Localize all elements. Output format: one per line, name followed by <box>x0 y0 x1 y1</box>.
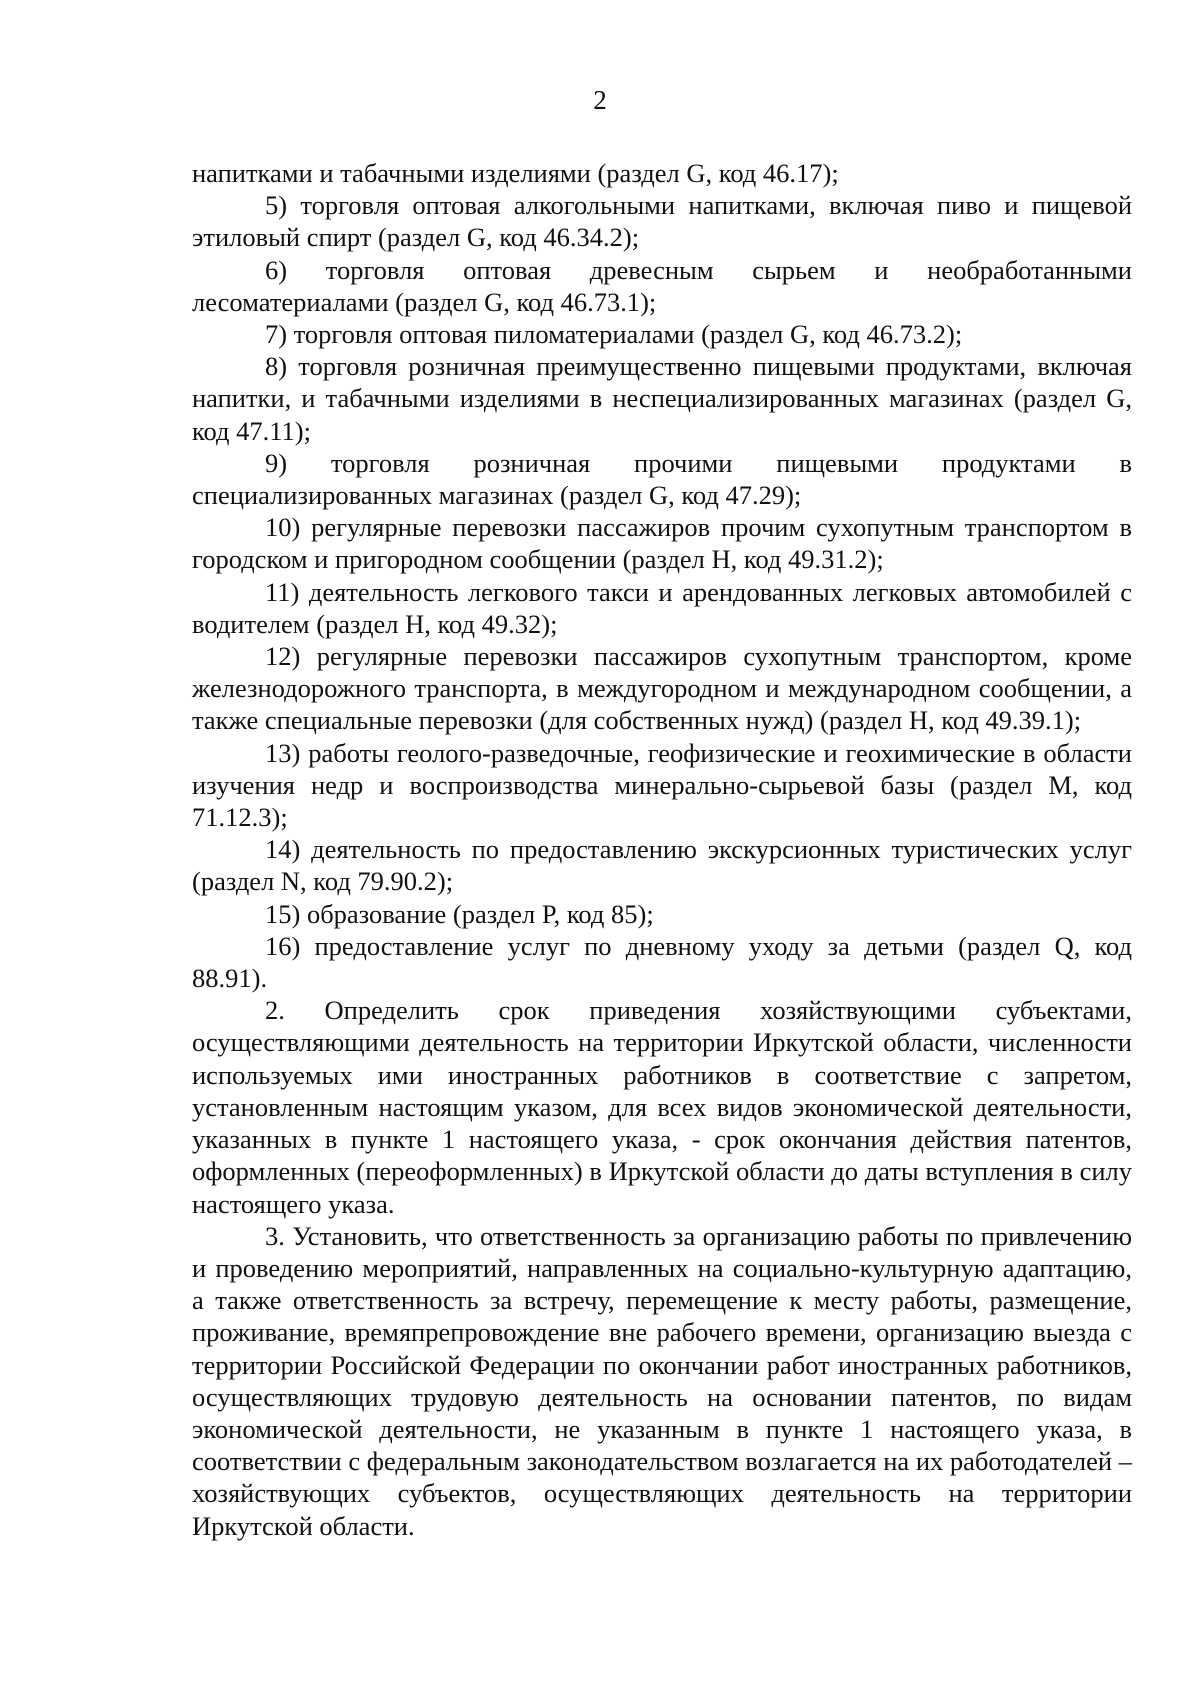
list-item-11: 11) деятельность легкового такси и арендованных легковых автомобилей с водителем (раздел H, код 49.32); <box>192 576 1132 639</box>
list-item-12: 12) регулярные перевозки пассажиров сухопутным транспортом, кроме железнодорожного транспорта, в междугородном и международном сообщении, а также специальные перевозки (для собственных нужд) (раздел H, код 49.39.1); <box>192 641 1132 736</box>
list-item-14: 14) деятельность по предоставлению экскурсионных туристических услуг (раздел N, код 79.90.2); <box>192 834 1132 897</box>
list-item-10: 10) регулярные перевозки пассажиров прочим сухопутным транспортом в городском и пригородном сообщении (раздел H, код 49.31.2); <box>192 512 1132 575</box>
list-item-13: 13) работы геолого-разведочные, геофизические и геохимические в области изучения недр и воспроизводства минерально-сырьевой базы (раздел M, код 71.12.3); <box>192 737 1132 833</box>
list-item-7: 7) торговля оптовая пиломатериалами (раздел G, код 46.73.2); <box>265 319 963 350</box>
list-item-6: 6) торговля оптовая древесным сырьем и необработанными лесоматериалами (раздел G, код 46.73.1); <box>192 254 1132 317</box>
list-item-8: 8) торговля розничная преимущественно пищевыми продуктами, включая напитки, и табачными изделиями в неспециализированных магазинах (раздел G, код 47.11); <box>192 351 1132 446</box>
list-item-16: 16) предоставление услуг по дневному уходу за детьми (раздел Q, код 88.91). <box>192 930 1132 994</box>
list-item-15: 15) образование (раздел P, код 85); <box>265 898 654 929</box>
document-body <box>192 157 1132 1542</box>
list-item-5: 5) торговля оптовая алкогольными напитками, включая пиво и пищевой этиловый спирт (раздел G, код 46.34.2); <box>192 190 1132 253</box>
paragraph-continuation: напитками и табачными изделиями (раздел G, код 46.17); <box>192 158 839 188</box>
clause-3: 3. Установить, что ответственность за организацию работы по привлечению и проведению мероприятий, направленных на социально-культурную адаптацию, а также ответственность за встречу, перемещение к месту работы, размещение, проживание, времяпрепровождение вне рабочего времени, организацию выезда с территории Российской Федерации по окончании работ иностранных работников, осуществляющих трудовую деятельность на основании патентов, по видам экономической деятельности, не указанным в пункте 1 настоящего указа, в соответствии с федеральным законодательством возлагается на их работодателей – хозяйствующих субъектов, осуществляющих деятельность на территории Иркутской области. <box>192 1220 1132 1541</box>
page-number: 2 <box>593 85 607 115</box>
clause-2: 2. Определить срок приведения хозяйствующими субъектами, осуществляющими деятельность на территории Иркутской области, численности используемых ими иностранных работников в соответствие с запретом, установленным настоящим указом, для всех видов экономической деятельности, указанных в пункте 1 настоящего указа, - срок окончания действия патентов, оформленных (переоформленных) в Иркутской области до даты вступления в силу настоящего указа. <box>192 995 1132 1219</box>
list-item-9: 9) торговля розничная прочими пищевыми продуктами в специализированных магазинах (раздел G, код 47.29); <box>192 447 1132 511</box>
